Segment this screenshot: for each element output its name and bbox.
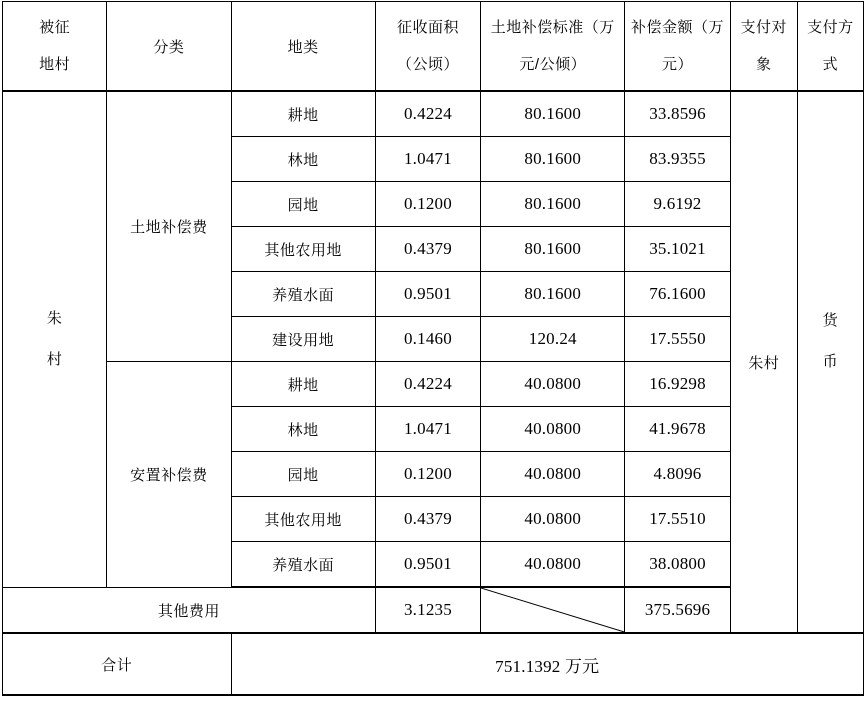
amount-cell — [625, 227, 730, 272]
amount-cell — [625, 542, 730, 588]
standard-value: 80.1600 — [524, 104, 582, 123]
standard-cell — [481, 317, 625, 362]
standard-cell — [481, 452, 625, 497]
diagonal-cell — [481, 587, 625, 633]
area-value: 0.4379 — [403, 239, 452, 258]
amount-cell — [625, 182, 730, 227]
standard-cell — [481, 497, 625, 542]
header-standard-line2: 元/公倾） — [519, 56, 587, 73]
area-cell — [375, 497, 480, 542]
area-cell — [375, 407, 480, 452]
area-cell — [375, 182, 480, 227]
amount-cell — [625, 91, 730, 137]
header-area — [375, 2, 480, 92]
standard-value: 120.24 — [528, 329, 577, 348]
header-area-line1: 征收面积 — [396, 19, 459, 36]
land-type-value: 建设用地 — [272, 331, 335, 349]
area-value: 1.0471 — [403, 149, 452, 168]
village-cell — [3, 91, 107, 587]
amount-cell — [625, 137, 730, 182]
area-value: 0.9501 — [403, 284, 452, 303]
method-line2: 币 — [822, 353, 839, 370]
area-cell — [375, 137, 480, 182]
standard-value: 40.0800 — [524, 419, 582, 438]
land-type-value: 耕地 — [287, 106, 319, 124]
total-label-cell — [3, 633, 232, 695]
amount-value: 17.5510 — [649, 509, 706, 528]
land-type-cell — [231, 137, 375, 182]
header-standard — [481, 2, 625, 92]
standard-value: 40.0800 — [524, 509, 582, 528]
total-value-cell — [231, 633, 863, 695]
area-value: 0.4224 — [403, 374, 452, 393]
land-type-value: 园地 — [287, 466, 319, 484]
standard-cell — [481, 272, 625, 317]
amount-value: 38.0800 — [649, 554, 706, 573]
standard-cell — [481, 91, 625, 137]
header-amount-line1: 补偿金额（万 — [631, 19, 725, 36]
amount-value: 9.6192 — [653, 194, 702, 213]
area-value: 0.4379 — [403, 509, 452, 528]
total-row — [3, 633, 864, 695]
category-land-compensation-label: 土地补偿费 — [130, 219, 208, 236]
land-type-cell — [231, 227, 375, 272]
other-fees-amount-value: 375.5696 — [644, 600, 711, 619]
standard-value: 80.1600 — [524, 239, 582, 258]
land-type-value: 林地 — [287, 151, 319, 169]
amount-value: 76.1600 — [649, 284, 706, 303]
land-type-cell — [231, 182, 375, 227]
other-fees-area-value: 3.1235 — [403, 600, 452, 619]
header-village-line1: 被征 — [39, 19, 71, 36]
land-type-value: 养殖水面 — [272, 286, 335, 304]
diagonal-slash-icon — [481, 588, 624, 632]
area-cell — [375, 542, 480, 588]
amount-value: 83.9355 — [649, 149, 706, 168]
land-type-cell — [231, 497, 375, 542]
land-type-cell — [231, 407, 375, 452]
land-type-value: 园地 — [287, 196, 319, 214]
village-line1: 朱 — [46, 310, 63, 328]
village-line2: 村 — [46, 351, 63, 369]
area-cell — [375, 317, 480, 362]
amount-cell — [625, 497, 730, 542]
land-type-cell — [231, 317, 375, 362]
area-value: 0.1200 — [403, 464, 452, 483]
land-type-value: 养殖水面 — [272, 556, 335, 574]
area-cell — [375, 452, 480, 497]
header-method — [797, 2, 863, 92]
standard-value: 80.1600 — [524, 194, 582, 213]
amount-cell — [625, 362, 730, 407]
amount-value: 33.8596 — [649, 104, 706, 123]
land-type-value: 其他农用地 — [264, 511, 342, 529]
area-cell — [375, 362, 480, 407]
amount-value: 4.8096 — [653, 464, 702, 483]
standard-cell — [481, 362, 625, 407]
header-row — [3, 2, 864, 92]
header-village — [3, 2, 107, 92]
header-category-label: 分类 — [153, 38, 185, 56]
category-resettlement-label: 安置补偿费 — [130, 466, 208, 484]
land-type-value: 其他农用地 — [264, 241, 342, 259]
other-fees-label: 其他费用 — [157, 602, 220, 620]
amount-value: 17.5550 — [649, 329, 706, 348]
header-standard-line1: 土地补偿标准（万 — [490, 19, 615, 36]
total-value: 751.1392 万元 — [495, 656, 600, 676]
header-category — [107, 2, 231, 92]
standard-cell — [481, 227, 625, 272]
compensation-table — [2, 1, 864, 696]
area-value: 0.1200 — [403, 194, 452, 213]
land-type-value: 耕地 — [287, 376, 319, 394]
area-cell — [375, 91, 480, 137]
area-value: 0.9501 — [403, 554, 452, 573]
header-amount-line2: 元） — [662, 56, 694, 73]
amount-cell — [625, 317, 730, 362]
amount-cell — [625, 452, 730, 497]
amount-cell — [625, 272, 730, 317]
standard-value: 40.0800 — [524, 554, 582, 573]
standard-value: 80.1600 — [524, 284, 582, 303]
land-type-cell — [231, 542, 375, 588]
header-method-line1: 支付方 — [807, 19, 854, 36]
header-village-line2: 地村 — [39, 56, 71, 73]
other-fees-amount-cell — [625, 587, 730, 633]
method-cell — [797, 91, 863, 633]
amount-value: 16.9298 — [649, 374, 706, 393]
total-label: 合计 — [101, 656, 133, 674]
method-value — [798, 300, 863, 382]
other-fees-area-cell — [375, 587, 480, 633]
payee-value: 朱村 — [748, 354, 780, 372]
amount-value: 35.1021 — [649, 239, 706, 258]
land-type-cell — [231, 362, 375, 407]
area-cell — [375, 227, 480, 272]
standard-value: 80.1600 — [524, 149, 582, 168]
standard-cell — [481, 182, 625, 227]
header-land-type — [231, 2, 375, 92]
header-payee-line2: 象 — [755, 56, 772, 73]
area-value: 1.0471 — [403, 419, 452, 438]
payee-cell — [730, 91, 797, 633]
header-payee — [730, 2, 797, 92]
standard-cell — [481, 137, 625, 182]
amount-value: 41.9678 — [649, 419, 706, 438]
category-land-compensation-cell — [107, 91, 231, 362]
table-row — [3, 91, 864, 137]
area-value: 0.4224 — [403, 104, 452, 123]
standard-value: 40.0800 — [524, 464, 582, 483]
header-area-line2: （公顷） — [396, 56, 459, 73]
header-method-line2: 式 — [822, 56, 839, 73]
amount-cell — [625, 407, 730, 452]
method-line1: 货 — [822, 312, 839, 329]
land-type-cell — [231, 91, 375, 137]
header-amount — [625, 2, 730, 92]
other-fees-label-cell — [3, 587, 376, 633]
area-value: 0.1460 — [403, 329, 452, 348]
area-cell — [375, 272, 480, 317]
land-type-cell — [231, 452, 375, 497]
header-payee-line1: 支付对 — [740, 19, 787, 36]
category-resettlement-cell — [107, 362, 231, 588]
land-type-cell — [231, 272, 375, 317]
header-land-type-label: 地类 — [287, 38, 319, 56]
standard-cell — [481, 407, 625, 452]
standard-value: 40.0800 — [524, 374, 582, 393]
land-type-value: 林地 — [287, 421, 319, 439]
standard-cell — [481, 542, 625, 588]
